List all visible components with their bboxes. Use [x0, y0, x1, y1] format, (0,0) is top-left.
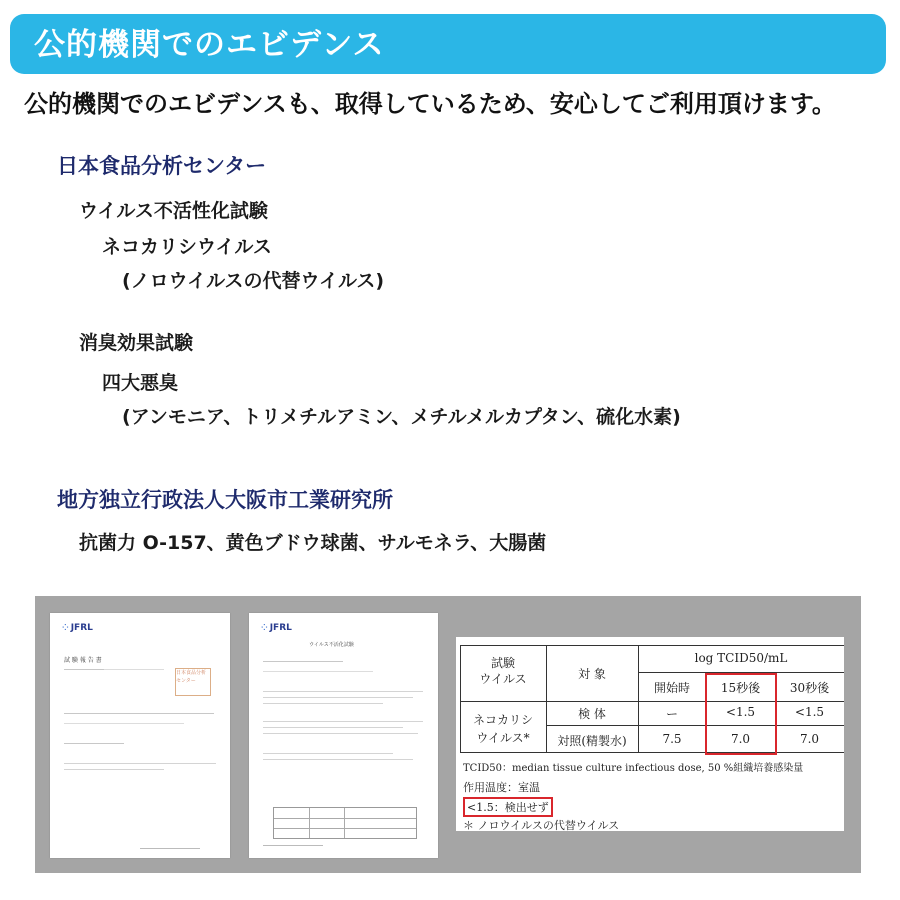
header-test-virus: 試験 ウイルス — [479, 656, 527, 686]
cell: 7.0 — [799, 732, 820, 746]
test-name: ウイルス不活性化試験 — [79, 200, 268, 222]
cell: 7.5 — [662, 732, 682, 746]
jfrl-logo: ⁘ JFRL — [62, 623, 93, 633]
test-name: 消臭効果試験 — [79, 332, 194, 354]
col-start: 開始時 — [653, 681, 690, 695]
cell: <1.5 — [794, 705, 825, 719]
cell: <1.5 — [725, 705, 756, 719]
antibacterial-line: 抗菌力 O-157、黄色ブドウ球菌、サルモネラ、大腸菌 — [79, 532, 547, 554]
test-subject: 四大悪臭 — [102, 372, 179, 394]
col-30s: 30秒後 — [789, 681, 830, 695]
banner-title: 公的機関でのエビデンス — [34, 27, 385, 63]
header-log: log TCID50/mL — [694, 651, 788, 665]
virus-name: ネコカリシ ウイルス* — [472, 713, 533, 745]
test-detail: (アンモニア、トリメチルアミン、メチルメルカプタン、硫化水素) — [122, 406, 681, 428]
row-label: 検 体 — [578, 707, 606, 721]
institution-name: 日本食品分析センター — [57, 154, 267, 178]
test-detail: (ノロウイルスの代替ウイルス) — [122, 270, 385, 292]
row-label: 対照(精製水) — [557, 734, 627, 748]
test-document-thumbnail — [249, 613, 438, 858]
jfrl-logo: ⁘ JFRL — [261, 623, 292, 633]
institution-name: 地方独立行政法人大阪市工業研究所 — [57, 488, 393, 512]
intro-text: 公的機関でのエビデンスも、取得しているため、安心してご利用頂けます。 — [24, 90, 836, 118]
highlight-box — [705, 673, 777, 755]
official-seal: 日本食品分析センター — [175, 668, 211, 696]
header-target: 対 象 — [578, 667, 606, 681]
result-table — [456, 637, 844, 831]
cell: ー — [665, 707, 678, 721]
note-detect: <1.5：検出せず — [463, 797, 553, 817]
mini-table — [273, 807, 417, 839]
report-document-thumbnail — [50, 613, 230, 858]
note-star: ＊ ノロウイルスの代替ウイルス — [463, 819, 620, 832]
note-temp: 作用温度：室温 — [463, 781, 540, 794]
note-tcid: TCID50：median tissue culture infectious dose, 50 %組織培養感染量 — [463, 763, 804, 774]
test-subject: ネコカリシウイルス — [102, 236, 272, 258]
doc-title: ウイルス不活化試験 — [309, 642, 354, 648]
cell: 7.0 — [730, 732, 751, 746]
doc-title: 試 験 報 告 書 — [64, 657, 102, 664]
col-15s: 15秒後 — [720, 681, 761, 695]
